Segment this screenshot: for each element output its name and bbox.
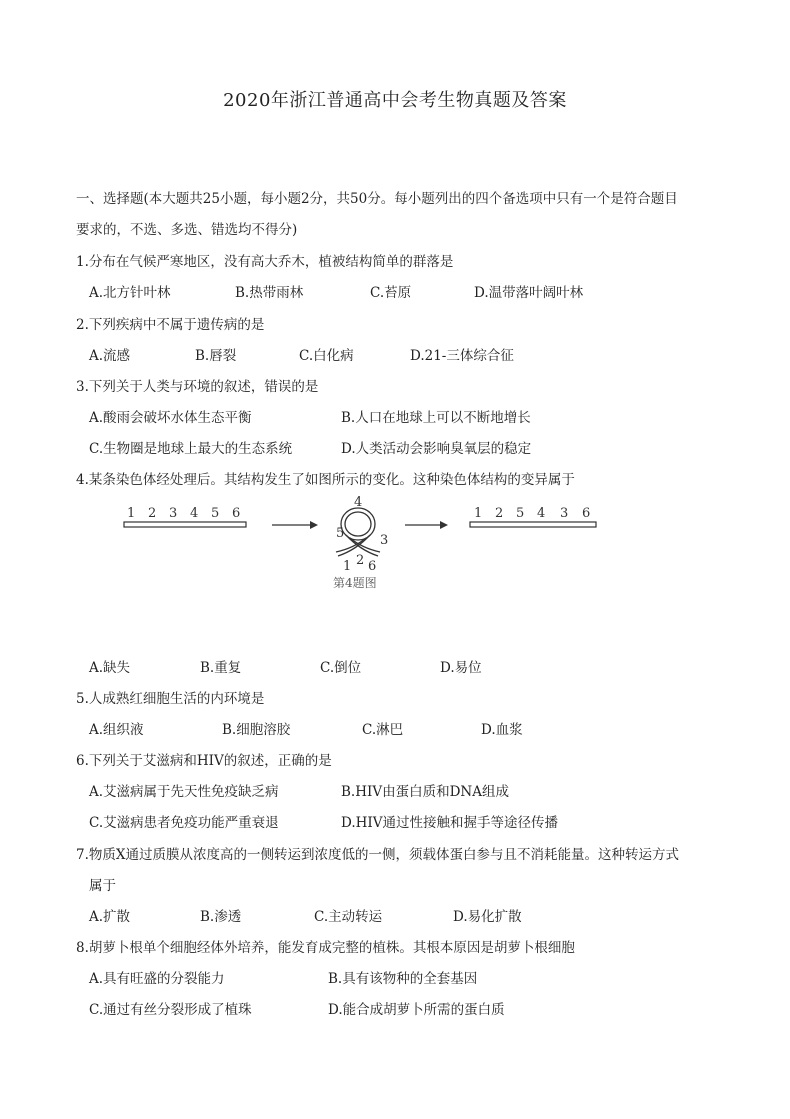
section-heading-line1: 一、选择题(本大题共25小题，每小题2分，共50分。每小题列出的四个备选项中只有一个是符合题目 <box>76 191 678 207</box>
question-5-option-a: A.组织液 <box>89 722 144 738</box>
after-label: 1 <box>474 506 483 521</box>
after-label: 5 <box>516 506 525 521</box>
question-2-option-d: D.21-三体综合征 <box>410 348 514 364</box>
question-3-option-d: D.人类活动会影响臭氧层的稳定 <box>341 441 532 457</box>
before-label: 5 <box>211 506 220 521</box>
question-2-stem: 2.下列疾病中不属于遗传病的是 <box>76 317 265 333</box>
question-7-option-b: B.渗透 <box>200 909 242 925</box>
loop-label: 6 <box>368 559 377 574</box>
question-1-option-b: B.热带雨林 <box>235 285 304 301</box>
before-label: 4 <box>190 506 199 521</box>
question-6-option-c: C.艾滋病患者免疫功能严重衰退 <box>89 815 279 831</box>
section-heading-line2: 要求的，不选、多选、错选均不得分) <box>76 222 298 238</box>
question-1-stem: 1.分布在气候严寒地区，没有高大乔木，植被结构简单的群落是 <box>76 254 454 270</box>
question-2-option-b: B.唇裂 <box>195 348 237 364</box>
chromosome-figure <box>0 490 790 600</box>
question-4-option-d: D.易位 <box>440 660 482 676</box>
chromosome-before-bar <box>124 522 246 527</box>
loop-label: 2 <box>356 553 365 568</box>
question-8-stem: 8.胡萝卜根单个细胞经体外培养，能发育成完整的植株。其根本原因是胡萝卜根细胞 <box>76 940 575 956</box>
question-5-stem: 5.人成熟红细胞生活的内环境是 <box>76 691 265 707</box>
question-8-option-a: A.具有旺盛的分裂能力 <box>89 971 225 987</box>
question-5-option-b: B.细胞溶胶 <box>222 722 291 738</box>
question-4-stem: 4.某条染色体经处理后。其结构发生了如图所示的变化。这种染色体结构的变异属于 <box>76 472 575 488</box>
question-4-option-c: C.倒位 <box>320 660 362 676</box>
after-label: 2 <box>495 506 504 521</box>
question-6-stem: 6.下列关于艾滋病和HIV的叙述，正确的是 <box>76 753 332 769</box>
before-label: 3 <box>169 506 178 521</box>
question-2-option-a: A.流感 <box>89 348 131 364</box>
after-label: 4 <box>537 506 546 521</box>
question-7-option-c: C.主动转运 <box>314 909 383 925</box>
loop-label: 4 <box>354 495 363 510</box>
question-6-option-d: D.HIV通过性接触和握手等途径传播 <box>341 815 558 831</box>
figure-caption: 第4题图 <box>333 576 377 590</box>
question-1-option-a: A.北方针叶林 <box>89 285 171 301</box>
question-3-option-a: A.酸雨会破坏水体生态平衡 <box>89 410 252 426</box>
question-8-option-d: D.能合成胡萝卜所需的蛋白质 <box>328 1002 505 1018</box>
question-6-option-a: A.艾滋病属于先天性免疫缺乏病 <box>89 784 279 800</box>
question-5-option-c: C.淋巴 <box>362 722 404 738</box>
question-7-option-a: A.扩散 <box>89 909 131 925</box>
page-title: 2020年浙江普通高中会考生物真题及答案 <box>223 90 567 111</box>
before-label: 2 <box>148 506 157 521</box>
loop-label: 3 <box>380 533 389 548</box>
after-label: 3 <box>560 506 569 521</box>
after-label: 6 <box>582 506 591 521</box>
before-label: 6 <box>232 506 241 521</box>
question-3-option-b: B.人口在地球上可以不断地增长 <box>341 410 531 426</box>
question-4-option-a: A.缺失 <box>89 660 131 676</box>
arrow-2 <box>405 521 448 529</box>
before-label: 1 <box>127 506 136 521</box>
question-6-option-b: B.HIV由蛋白质和DNA组成 <box>341 784 509 800</box>
question-1-option-c: C.苔原 <box>370 285 412 301</box>
question-7-stem-cont: 属于 <box>89 878 116 894</box>
arrow-1 <box>272 521 318 529</box>
question-7-option-d: D.易化扩散 <box>453 909 522 925</box>
question-7-stem: 7.物质X通过质膜从浓度高的一侧转运到浓度低的一侧，须载体蛋白参与且不消耗能量。这种转运方式 <box>76 847 679 863</box>
chromosome-after-bar <box>470 522 596 527</box>
loop-label: 1 <box>343 559 352 574</box>
question-4-option-b: B.重复 <box>200 660 242 676</box>
question-1-option-d: D.温带落叶阔叶林 <box>474 285 584 301</box>
loop-label: 5 <box>336 526 345 541</box>
question-2-option-c: C.白化病 <box>299 348 354 364</box>
question-8-option-b: B.具有该物种的全套基因 <box>328 971 478 987</box>
question-3-stem: 3.下列关于人类与环境的叙述，错误的是 <box>76 379 319 395</box>
question-3-option-c: C.生物圈是地球上最大的生态系统 <box>89 441 293 457</box>
question-8-option-c: C.通过有丝分裂形成了植珠 <box>89 1002 252 1018</box>
question-5-option-d: D.血浆 <box>481 722 523 738</box>
